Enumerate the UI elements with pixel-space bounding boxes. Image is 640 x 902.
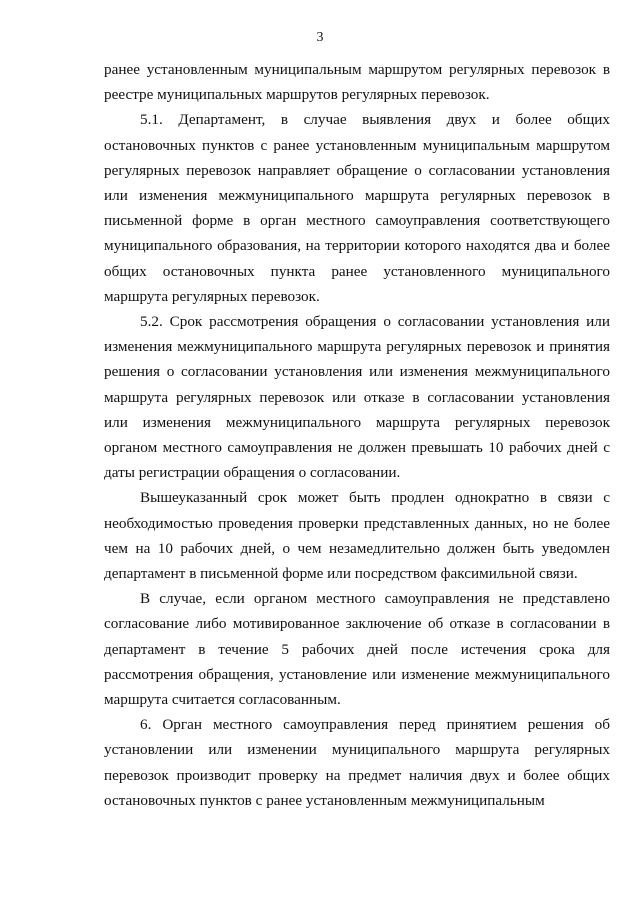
text-line: письменной форме в орган местного самоуправления соответствующего: [104, 212, 610, 230]
paragraph: [104, 107, 610, 309]
text-line: установлении или изменении муниципального маршрута регулярных: [104, 741, 610, 759]
text-line: изменения межмуниципального маршрута регулярных перевозок и принятия: [104, 338, 610, 356]
paragraph: [104, 485, 610, 586]
text-line: даты регистрации обращения о согласовании.: [104, 464, 401, 482]
text-line: Вышеуказанный срок может быть продлен однократно в связи с: [140, 489, 610, 507]
text-line: реестре муниципальных маршрутов регулярных перевозок.: [104, 86, 490, 104]
text-line: маршрута считается согласованным.: [104, 691, 341, 709]
text-line: регулярных перевозок направляет обращение о согласовании установления: [104, 161, 610, 179]
text-line: согласование либо мотивированное заключение об отказе в согласовании в: [104, 615, 610, 633]
document-body: [104, 57, 610, 813]
text-line: ранее установленным муниципальным маршрутом регулярных перевозок в: [104, 61, 610, 78]
paragraph: [104, 57, 610, 107]
paragraph: [104, 586, 610, 712]
text-line: общих остановочных пункта ранее установленного муниципального: [104, 262, 610, 280]
text-line: остановочных пунктов с ранее установленным межмуниципальным: [104, 791, 545, 809]
text-line: чем на 10 рабочих дней, о чем незамедлительно должен быть уведомлен: [104, 539, 610, 557]
text-line: или изменения межмуниципального маршрута регулярных перевозок в: [104, 187, 610, 205]
text-line: департамент в течение 5 рабочих дней после истечения срока для: [104, 640, 610, 658]
text-line: решения о согласовании установления или изменения межмуниципального: [104, 363, 610, 381]
text-line: маршрута регулярных перевозок или отказе в согласовании установления: [104, 388, 610, 406]
text-line: маршрута регулярных перевозок.: [104, 287, 320, 305]
text-line: 5.1. Департамент, в случае выявления двух и более общих: [140, 111, 610, 129]
text-line: органом местного самоуправления не должен превышать 10 рабочих дней с: [104, 439, 610, 457]
paragraph: [104, 712, 610, 813]
text-line: 5.2. Срок рассмотрения обращения о согласовании установления или: [140, 313, 610, 331]
text-line: необходимостью проведения проверки представленных данных, но не более: [104, 514, 610, 532]
text-line: рассмотрения обращения, установление или изменение межмуниципального: [104, 665, 610, 683]
paragraph: [104, 309, 610, 485]
text-line: или изменения межмуниципального маршрута регулярных перевозок: [104, 413, 610, 431]
page-number: 3: [316, 30, 324, 45]
text-line: муниципального образования, на территории которого находятся два и более: [104, 237, 610, 255]
text-line: остановочных пунктов с ранее установленным муниципальным маршрутом: [104, 136, 610, 154]
text-line: В случае, если органом местного самоуправления не представлено: [140, 590, 610, 608]
text-line: 6. Орган местного самоуправления перед принятием решения об: [140, 716, 610, 734]
text-line: департамент в письменной форме или посредством факсимильной связи.: [104, 565, 578, 583]
text-line: перевозок производит проверку на предмет наличия двух и более общих: [104, 766, 610, 784]
